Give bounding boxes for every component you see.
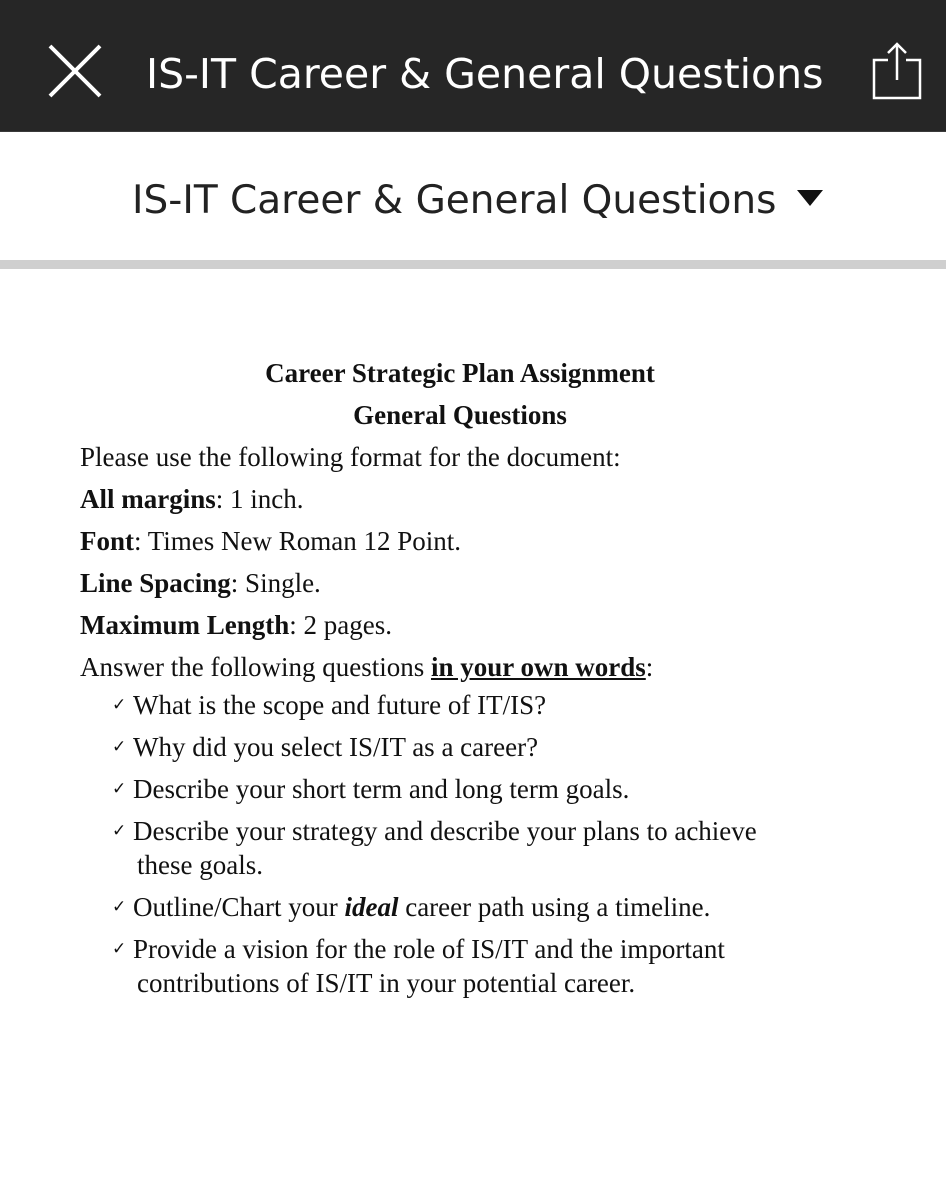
checkmark-icon: ✓: [112, 779, 127, 799]
format-margins: [80, 478, 880, 520]
question-text: Describe your short term and long term goals.: [133, 774, 630, 804]
divider: [0, 260, 946, 269]
question-text: Provide a vision for the role of IS/IT and the important: [133, 934, 725, 964]
list-item: [112, 814, 880, 882]
question-text: Why did you select IS/IT as a career?: [133, 732, 539, 762]
share-icon: [870, 40, 924, 102]
format-value: : Single.: [230, 568, 321, 598]
format-label: Line Spacing: [80, 568, 231, 598]
checkmark-icon: ✓: [112, 939, 127, 959]
checkmark-icon: ✓: [112, 737, 127, 757]
checkmark-icon: ✓: [112, 897, 127, 917]
format-value: : 2 pages.: [289, 610, 392, 640]
attachment-dropdown[interactable]: [132, 170, 832, 232]
format-label: Font: [80, 526, 134, 556]
format-max-length: [80, 604, 880, 646]
format-label: Maximum Length: [80, 610, 290, 640]
answer-suffix: :: [645, 652, 654, 682]
list-item: [112, 772, 880, 806]
answer-prefix: Answer the following questions: [80, 652, 431, 682]
format-line-spacing: [80, 562, 880, 604]
close-icon: [46, 42, 104, 100]
list-item: [112, 932, 880, 1000]
intro-text: Please use the following format for the document:: [80, 442, 621, 472]
format-value: : 1 inch.: [215, 484, 304, 514]
question-continuation: these goals.: [137, 850, 263, 880]
format-value: : Times New Roman 12 Point.: [134, 526, 462, 556]
document-subtitle: General Questions: [353, 400, 567, 430]
checkmark-icon: ✓: [112, 821, 127, 841]
answer-instruction: [80, 646, 880, 688]
question-list: [112, 688, 880, 1000]
question-emphasis: ideal: [344, 892, 399, 922]
question-continuation: contributions of IS/IT in your potential career.: [137, 968, 636, 998]
caret-down-icon: [796, 189, 824, 207]
window-title: IS-IT Career & General Questions: [146, 50, 824, 98]
answer-emphasis: in your own words: [430, 652, 646, 682]
question-text: What is the scope and future of IT/IS?: [133, 690, 547, 720]
document-body: [80, 352, 880, 1008]
question-text: [133, 890, 880, 924]
question-text-after: career path using a timeline.: [398, 892, 711, 922]
top-bar: [0, 0, 946, 132]
list-item: [112, 730, 880, 764]
list-item: [112, 890, 880, 924]
question-text-before: Outline/Chart your: [133, 892, 345, 922]
question-text: Describe your strategy and describe your plans to achieve: [133, 816, 757, 846]
document-title: Career Strategic Plan Assignment: [265, 358, 655, 388]
dropdown-label: IS-IT Career & General Questions: [132, 178, 777, 223]
close-button[interactable]: [46, 42, 104, 100]
list-item: [112, 688, 880, 722]
format-font: [80, 520, 880, 562]
checkmark-icon: ✓: [112, 695, 127, 715]
share-button[interactable]: [870, 40, 924, 102]
format-label: All margins: [80, 484, 216, 514]
